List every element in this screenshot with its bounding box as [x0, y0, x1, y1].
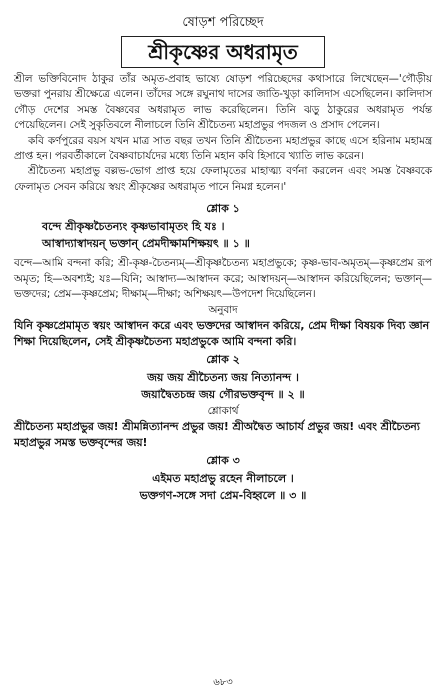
intro-paragraph-2: কবি কর্ণপুরের বয়স যখন মাত্র সাত বছর তখন তিনি শ্রীচৈতন্য মহাপ্রভুর কাছে এসে হরিনাম মহামন্ত্র প্রাপ্ত হন। পরবর্তীকালে বৈষ্ণবাচার্যদের মধ্যে তিনি মহান কবি হিসাবে খ্যাতি লাভ করেন। [14, 134, 432, 163]
sloka-1-line-2: আস্বাদ্যাস্বাদয়ন্ ভক্তান্ প্রেমদীক্ষামশিক্ষয়ৎ ॥ ১ ॥ [42, 237, 250, 251]
sloka-3-heading: শ্লোক ৩ [206, 454, 240, 468]
sloka-2-meaning-heading: শ্লোকার্থ [207, 405, 239, 418]
sloka-1-word-meanings: বন্দে—আমি বন্দনা করি; শ্রী-কৃষ্ণ-চৈতন্যম্—শ্রীকৃষ্ণচৈতন্য মহাপ্রভুকে; কৃষ্ণ-ভাব-অমৃতম্—কৃষ্ণপ্রেম রূপ অমৃত; হি—অবশ্যই; যঃ—যিনি; আস্বাদ্য—আস্বাদন করে; আস্বাদয়ন্—আস্বাদন করিয়েছিলেন; ভক্তান্—ভক্তদের; প্রেম—কৃষ্ণপ্রেম; দীক্ষাম্—দীক্ষা; অশিক্ষয়ৎ—উপদেশ দিয়েছিলেন। [14, 257, 432, 301]
sloka-1-line-1: বন্দে শ্রীকৃষ্ণচৈতন্যং কৃষ্ণভাবামৃতং হি যঃ । [42, 220, 225, 234]
title-row [14, 36, 432, 72]
sloka-2-line-1: জয় জয় শ্রীচৈতন্য জয় নিত্যানন্দ । [147, 371, 299, 385]
page-number: ৬৮৩ [213, 677, 233, 688]
chapter-heading: ষোড়শ পরিচ্ছেদ [182, 15, 264, 30]
sloka-1-heading: শ্লোক ১ [206, 202, 240, 216]
sloka-2-meaning: শ্রীচৈতন্য মহাপ্রভুর জয়! শ্রীমন্নিত্যানন্দ প্রভুর জয়! শ্রীঅদ্বৈত আচার্য প্রভুর জয়! এবং শ্রীচৈতন্য মহাপ্রভুর সমস্ত ভক্তবৃন্দের জয়! [14, 420, 420, 450]
translation-heading: অনুবাদ [208, 304, 238, 317]
sloka-3-line-2: ভক্তগণ-সঙ্গে সদা প্রেম-বিহ্বলে ॥ ৩ ॥ [139, 489, 307, 503]
sloka-2-heading: শ্লোক ২ [206, 353, 240, 367]
sloka-2-line-2: জয়াদ্বৈতচন্দ্র জয় গৌরভক্তবৃন্দ ॥ ২ ॥ [141, 388, 305, 402]
chapter-title: শ্রীকৃষ্ণের অধরামৃত [121, 36, 325, 68]
sloka-1-translation: যিনি কৃষ্ণপ্রেমামৃত স্বয়ং আস্বাদন করে এবং ভক্তদের আস্বাদন করিয়ে, প্রেম দীক্ষা বিষয়ক দিব্য জ্ঞান শিক্ষা দিয়েছিলেন, সেই শ্রীকৃষ্ণচৈতন্য মহাপ্রভুকে আমি বন্দনা করি। [14, 319, 430, 349]
intro-paragraph-1: শ্রীল ভক্তিবিনোদ ঠাকুর তাঁর অমৃত-প্রবাহ ভাষ্যে ষোড়শ পরিচ্ছেদের কথাসারে লিখেছেন—'গৌড়ীয় ভক্তরা পুনরায় শ্রীক্ষেত্রে এলেন। তাঁদের সঙ্গে রঘুনাথ দাসের জাতি-খুড়া কালিদাস এসেছিলেন। কালিদাস গৌড় দেশের সমস্ত বৈষ্ণবের অধরামৃত লাভ করেছিলেন। তিনি ঝড়ু ঠাকুরের অধরামৃত পর্যন্ত পেয়েছিলেন। সেই সুকৃতিবলে নীলাচলে তিনি শ্রীচৈতন্য মহাপ্রভুর পদজল ও প্রসাদ পেলেন। [14, 73, 432, 132]
intro-paragraph-3: শ্রীচৈতন্য মহাপ্রভু বল্লভ-ভোগ প্রাপ্ত হয়ে ফেলামৃতের মাহাত্ম্য বর্ণনা করলেন এবং সমস্ত বৈষ্ণবকে ফেলামৃত সেবন করিয়ে স্বয়ং শ্রীকৃষ্ণের অধরামৃত পানে নিমগ্ন হলেন।' [14, 165, 432, 193]
sloka-3-line-1: এইমত মহাপ্রভু রহেন নীলাচলে । [152, 472, 294, 486]
